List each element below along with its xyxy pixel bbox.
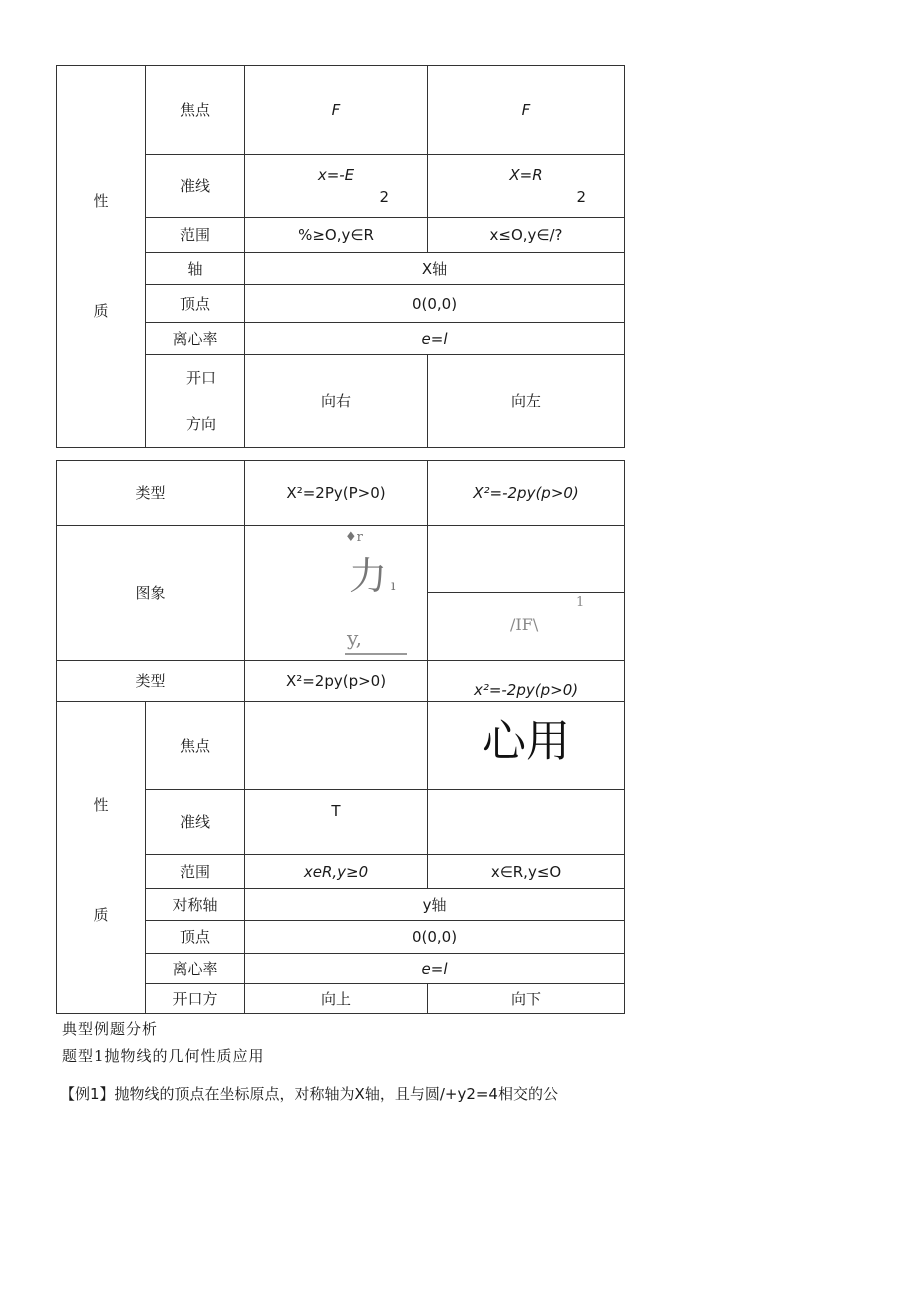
focus-left: F <box>428 66 625 155</box>
group2-char-1: 性 <box>93 796 109 814</box>
section-title: 典型例题分析 <box>62 1020 159 1038</box>
symmetry-axis-value: y轴 <box>245 889 625 921</box>
example-text: 【例1】抛物线的顶点在坐标原点，对称轴为X轴，且与圆/+y2=4相交的公 <box>60 1085 558 1103</box>
directrix-right: x=-E 2 <box>245 155 428 218</box>
row2-label-eccentricity: 离心率 <box>146 954 245 984</box>
graph-down-note: 1 <box>576 595 585 610</box>
type2-label: 类型 <box>57 661 245 702</box>
row-label-eccentricity: 离心率 <box>146 323 245 355</box>
type-down: X²=-2py(p>0) <box>428 461 625 526</box>
focus-down: 心用 <box>428 702 625 790</box>
image-label: 图象 <box>57 526 245 661</box>
row-label-directrix: 准线 <box>146 155 245 218</box>
graph-up-axis-line <box>345 653 407 655</box>
eccentricity2-value: e=l <box>245 954 625 984</box>
row2-label-opening: 开口方 <box>146 984 245 1014</box>
type-label: 类型 <box>57 461 245 526</box>
directrix-down <box>428 790 625 855</box>
subsection-title: 题型1抛物线的几何性质应用 <box>62 1047 265 1065</box>
range-up: xeR,y≥0 <box>245 855 428 889</box>
type-up: X²=2Py(P>0) <box>245 461 428 526</box>
graph-up <box>245 526 428 661</box>
focus-up <box>245 702 428 790</box>
row2-label-focus: 焦点 <box>146 702 245 790</box>
vertex-value: 0(0,0) <box>245 285 625 323</box>
vertex2-value: 0(0,0) <box>245 921 625 954</box>
properties-group-label-2 <box>57 702 146 1014</box>
opening-down: 向下 <box>428 984 625 1014</box>
directrix-left: X=R 2 <box>428 155 625 218</box>
graph-down-top <box>428 526 625 593</box>
opening-up: 向上 <box>245 984 428 1014</box>
row-label-range: 范围 <box>146 218 245 253</box>
type2-up: X²=2py(p>0) <box>245 661 428 702</box>
graph-down-text: /IF\ <box>510 615 539 634</box>
focus-right: F <box>245 66 428 155</box>
range-right: %≥O,y∈R <box>245 218 428 253</box>
row-label-axis: 轴 <box>146 253 245 285</box>
row-label-vertex: 顶点 <box>146 285 245 323</box>
axis-value: X轴 <box>245 253 625 285</box>
row2-label-range: 范围 <box>146 855 245 889</box>
type2-down: x²=-2py(p>0) <box>428 661 625 702</box>
properties-group-label <box>57 66 146 448</box>
group-char-1: 性 <box>93 192 109 210</box>
graph-up-axis-label: y, <box>347 626 363 650</box>
row2-label-symmetry-axis: 对称轴 <box>146 889 245 921</box>
graph-up-glyph: 力 <box>349 554 388 598</box>
row2-label-vertex: 顶点 <box>146 921 245 954</box>
group-char-2: 质 <box>93 302 109 320</box>
range-down: x∈R,y≤O <box>428 855 625 889</box>
opening-right: 向右 <box>245 355 428 448</box>
parabola-properties-table-horizontal <box>56 65 625 448</box>
opening-left: 向左 <box>428 355 625 448</box>
group2-char-2: 质 <box>93 906 109 924</box>
graph-up-glyph-small: ı <box>391 578 396 594</box>
row-label-focus: 焦点 <box>146 66 245 155</box>
range-left: x≤O,y∈/? <box>428 218 625 253</box>
row-label-opening: 开口方向 <box>146 355 245 448</box>
eccentricity-value: e=l <box>245 323 625 355</box>
row2-label-directrix: 准线 <box>146 790 245 855</box>
graph-up-top-mark: ♦r <box>345 530 363 545</box>
parabola-properties-table-vertical <box>56 460 625 1014</box>
graph-down-bottom <box>428 593 625 661</box>
directrix-up: T <box>245 790 428 855</box>
